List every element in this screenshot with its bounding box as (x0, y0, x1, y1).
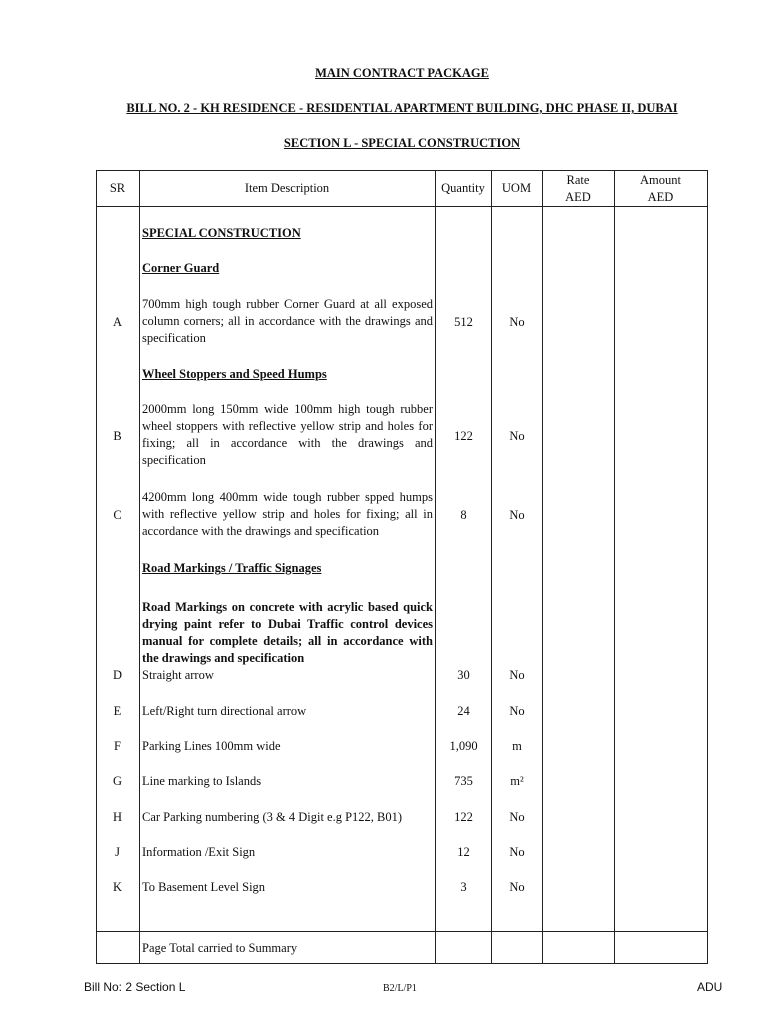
item-description: Left/Right turn directional arrow (142, 704, 307, 718)
item-uom: No (509, 508, 525, 522)
header-amount-currency: AED (647, 190, 674, 204)
header-bottom-border (96, 206, 708, 207)
item-quantity: 512 (454, 315, 473, 329)
item-description: Line marking to Islands (142, 774, 262, 788)
document-title: MAIN CONTRACT PACKAGE (315, 66, 489, 80)
total-row-top-border (96, 931, 708, 932)
item-description: Car Parking numbering (3 & 4 Digit e.g P122, B01) (142, 810, 403, 824)
item-quantity: 30 (457, 668, 470, 682)
item-uom: No (509, 315, 525, 329)
item-uom: No (509, 845, 525, 859)
item-quantity: 3 (460, 880, 467, 894)
item-sr: C (113, 508, 122, 522)
item-quantity: 122 (454, 429, 473, 443)
item-uom: No (509, 668, 525, 682)
item-sr: B (113, 429, 122, 443)
item-uom: m² (510, 774, 524, 788)
section-title: SECTION L - SPECIAL CONSTRUCTION (283, 136, 521, 150)
item-sr: F (114, 739, 121, 753)
header-rate-label: Rate (566, 173, 590, 187)
item-sr: E (113, 704, 122, 718)
item-uom: No (509, 810, 525, 824)
table-top-border (96, 170, 708, 171)
bill-title: BILL NO. 2 - KH RESIDENCE - RESIDENTIAL APARTMENT BUILDING, DHC PHASE II, DUBAI (126, 101, 678, 115)
section-heading-road-markings: Road Markings / Traffic Signages (142, 561, 322, 575)
item-quantity: 8 (460, 508, 467, 522)
header-amount-label: Amount (640, 173, 681, 187)
item-uom: m (512, 739, 522, 753)
item-quantity: 122 (454, 810, 473, 824)
header-rate-currency: AED (565, 190, 591, 204)
item-sr: K (112, 880, 123, 894)
item-uom: No (509, 880, 525, 894)
road-markings-intro: Road Markings on concrete with acrylic based quick drying paint refer to Dubai Traffic control devices manual for complete details; all in accordance with the drawings and specification (142, 600, 433, 665)
header-quantity: Quantity (441, 181, 485, 195)
header-amount (614, 172, 707, 206)
header-uom: UOM (501, 181, 532, 195)
item-uom: No (509, 429, 525, 443)
item-description: Parking Lines 100mm wide (142, 739, 281, 753)
item-sr: D (112, 668, 123, 682)
section-heading-corner-guard: Corner Guard (142, 261, 220, 275)
footer-bill-reference: Bill No: 2 Section L (84, 980, 186, 994)
footer-initials: ADU (697, 980, 723, 994)
table-right-border (707, 170, 708, 963)
header-sr: SR (109, 181, 126, 195)
table-bottom-border (96, 963, 708, 964)
item-quantity: 12 (457, 845, 470, 859)
item-sr: A (112, 315, 123, 329)
page-total-label: Page Total carried to Summary (142, 941, 298, 955)
item-quantity: 24 (457, 704, 470, 718)
col-divider-rate (614, 170, 615, 963)
item-description: 2000mm long 150mm wide 100mm high tough rubber wheel stoppers with reflective yellow strip and holes for fixing; all in accordance with the drawings and specification (142, 402, 433, 467)
item-description: Straight arrow (142, 668, 214, 682)
item-quantity: 735 (454, 774, 473, 788)
header-description: Item Description (244, 181, 330, 195)
item-description: To Basement Level Sign (142, 880, 266, 894)
item-sr: J (115, 845, 120, 859)
section-heading-wheel-stoppers: Wheel Stoppers and Speed Humps (142, 367, 327, 381)
item-sr: G (112, 774, 123, 788)
item-description: Information /Exit Sign (142, 845, 256, 859)
col-divider-uom (542, 170, 543, 963)
item-quantity: 1,090 (449, 739, 478, 753)
item-sr: H (112, 810, 123, 824)
item-description: 4200mm long 400mm wide tough rubber spped humps with reflective yellow strip and holes for fixing; all in accordance with the drawings and specification (142, 490, 433, 538)
item-description: 700mm high tough rubber Corner Guard at all exposed column corners; all in accordance with the drawings and specification (142, 297, 433, 345)
header-rate (542, 172, 614, 206)
section-heading-special: SPECIAL CONSTRUCTION (142, 226, 301, 240)
footer-page-code: B2/L/P1 (383, 983, 417, 994)
col-divider-sr (139, 170, 140, 963)
item-uom: No (509, 704, 525, 718)
